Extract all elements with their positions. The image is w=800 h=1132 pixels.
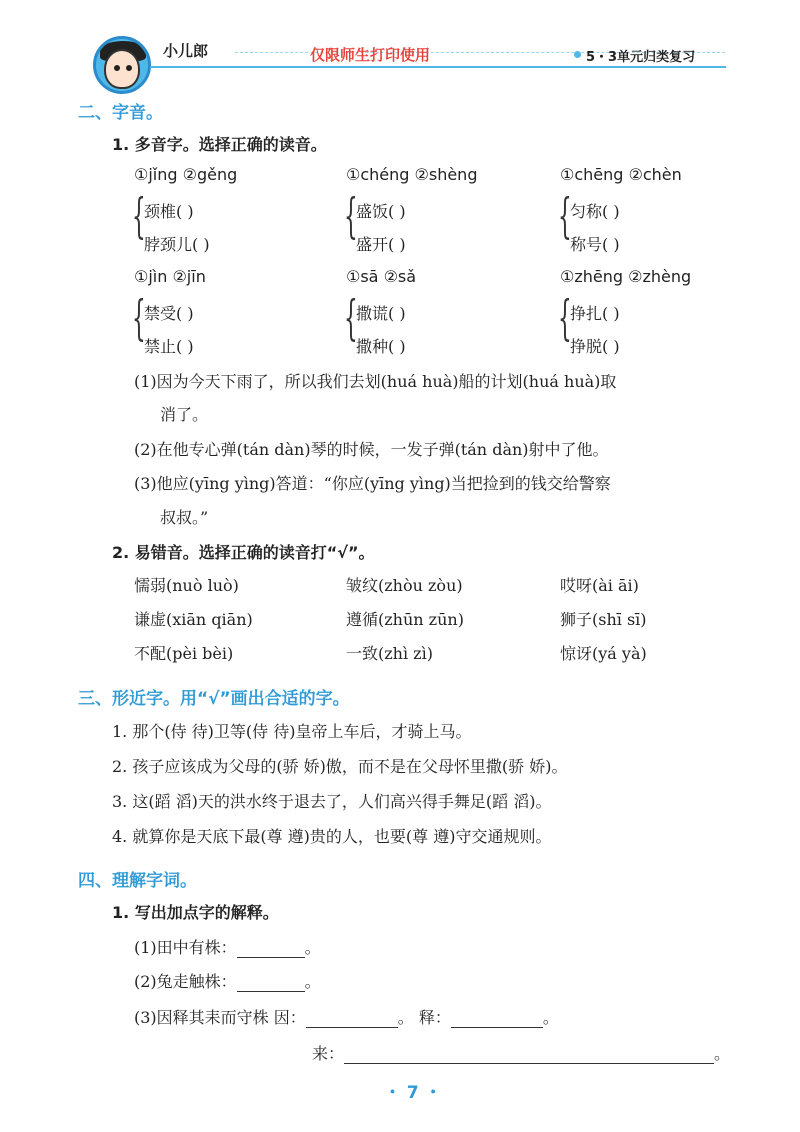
group-4-word-1: 禁受( ) xyxy=(144,304,194,323)
explain-line-1-text: (1)田中有株： xyxy=(134,938,237,957)
group-4-options: ①jìn ②jīn xyxy=(134,267,206,286)
sentence-1-cont: 消了。 xyxy=(160,405,209,424)
similar-item-3: 3. 这(蹈 滔)天的洪水终于退去了，人们高兴得手舞足(蹈 滔)。 xyxy=(112,792,552,811)
explain-line-1-end: 。 xyxy=(304,938,321,957)
similar-item-1: 1. 那个(侍 待)卫等(侍 待)皇帝上车后，才骑上马。 xyxy=(112,722,472,741)
mascot-face xyxy=(104,49,140,89)
sentence-3-cont: 叔叔。” xyxy=(160,508,209,527)
group-1-word-1: 颈椎( ) xyxy=(144,202,194,221)
unit-dot-icon xyxy=(574,51,581,58)
group-5-options: ①sā ②sǎ xyxy=(346,267,417,286)
group-5-word-1: 撒谎( ) xyxy=(356,304,406,323)
error-word-3-3: 惊讶(yá yà) xyxy=(560,644,647,663)
section-4-title: 四、理解字词。 xyxy=(78,871,197,891)
sentence-1: (1)因为今天下雨了，所以我们去划(huá huà)船的计划(huá huà)取 xyxy=(134,372,617,391)
sentence-2: (2)在他专心弹(tán dàn)琴的时候，一发子弹(tán dàn)射中了他。 xyxy=(134,440,609,459)
group-6-word-1: 挣扎( ) xyxy=(570,304,620,323)
explain-line-4-end: 。 xyxy=(714,1044,731,1063)
brace-6: { xyxy=(558,290,572,346)
answer-blank-1[interactable] xyxy=(237,938,305,958)
explain-line-4-text: 来： xyxy=(312,1044,345,1063)
group-6-options: ①zhēng ②zhèng xyxy=(560,267,692,286)
explain-line-2-text: (2)兔走触株： xyxy=(134,972,237,991)
brace-1: { xyxy=(132,188,146,244)
unit-title: 5・3单元归类复习 xyxy=(586,50,696,65)
explain-line-3-text: (3)因释其耒而守株 因： xyxy=(134,1008,306,1027)
group-3-options: ①chēng ②chèn xyxy=(560,165,682,184)
mascot-eye-left xyxy=(114,65,120,71)
group-3-word-1: 匀称( ) xyxy=(570,202,620,221)
answer-blank-3[interactable] xyxy=(306,1008,398,1028)
header-line xyxy=(150,66,726,68)
error-word-3-1: 不配(pèi bèi) xyxy=(134,644,234,663)
error-word-2-1: 谦虚(xiān qiān) xyxy=(134,610,253,629)
section-3-title: 三、形近字。用“√”画出合适的字。 xyxy=(78,689,350,709)
group-1-word-2: 脖颈儿( ) xyxy=(144,235,210,254)
page-number: ・ 7 ・ xyxy=(384,1083,442,1103)
similar-item-4: 4. 就算你是天底下最(尊 遵)贵的人，也要(尊 遵)守交通规则。 xyxy=(112,827,552,846)
sentence-3: (3)他应(yīng yìng)答道：“你应(yīng yìng)当把捡到的钱交给警察 xyxy=(134,474,611,493)
q1-title: 1. 多音字。选择正确的读音。 xyxy=(112,135,327,154)
explain-line-4 xyxy=(312,1041,730,1064)
group-3-word-2: 称号( ) xyxy=(570,235,620,254)
explain-line-3 xyxy=(134,1005,559,1028)
group-2-word-1: 盛饭( ) xyxy=(356,202,406,221)
brace-4: { xyxy=(132,290,146,346)
q2-title: 2. 易错音。选择正确的读音打“√”。 xyxy=(112,543,375,562)
print-notice: 仅限师生打印使用 xyxy=(310,46,431,64)
section-2-title: 二、字音。 xyxy=(78,103,163,123)
error-word-2-3: 狮子(shī sī) xyxy=(560,610,647,629)
mascot-logo xyxy=(93,36,151,94)
brace-2: { xyxy=(344,188,358,244)
brace-5: { xyxy=(344,290,358,346)
mascot-eye-right xyxy=(126,65,132,71)
brand-name: 小儿郎 xyxy=(163,42,209,60)
group-4-word-2: 禁止( ) xyxy=(144,337,194,356)
group-2-word-2: 盛开( ) xyxy=(356,235,406,254)
explain-line-3-mid: 。 释： xyxy=(397,1008,451,1027)
error-word-1-3: 哎呀(ài āi) xyxy=(560,576,639,595)
explain-line-2 xyxy=(134,969,321,992)
explain-line-2-end: 。 xyxy=(304,972,321,991)
group-1-options: ①jǐng ②gěng xyxy=(134,165,238,184)
explain-line-1 xyxy=(134,935,321,958)
group-6-word-2: 挣脱( ) xyxy=(570,337,620,356)
group-5-word-2: 撒种( ) xyxy=(356,337,406,356)
brace-3: { xyxy=(558,188,572,244)
answer-blank-4[interactable] xyxy=(451,1008,543,1028)
answer-blank-2[interactable] xyxy=(237,972,305,992)
explain-line-3-end: 。 xyxy=(542,1008,559,1027)
s4-q1-title: 1. 写出加点字的解释。 xyxy=(112,903,279,922)
error-word-1-1: 懦弱(nuò luò) xyxy=(134,576,239,595)
similar-item-2: 2. 孩子应该成为父母的(骄 娇)傲，而不是在父母怀里撒(骄 娇)。 xyxy=(112,757,568,776)
answer-blank-5[interactable] xyxy=(344,1044,714,1064)
error-word-2-2: 遵循(zhūn zūn) xyxy=(346,610,464,629)
error-word-1-2: 皱纹(zhòu zòu) xyxy=(346,576,463,595)
error-word-3-2: 一致(zhì zì) xyxy=(346,644,433,663)
group-2-options: ①chéng ②shèng xyxy=(346,165,478,184)
